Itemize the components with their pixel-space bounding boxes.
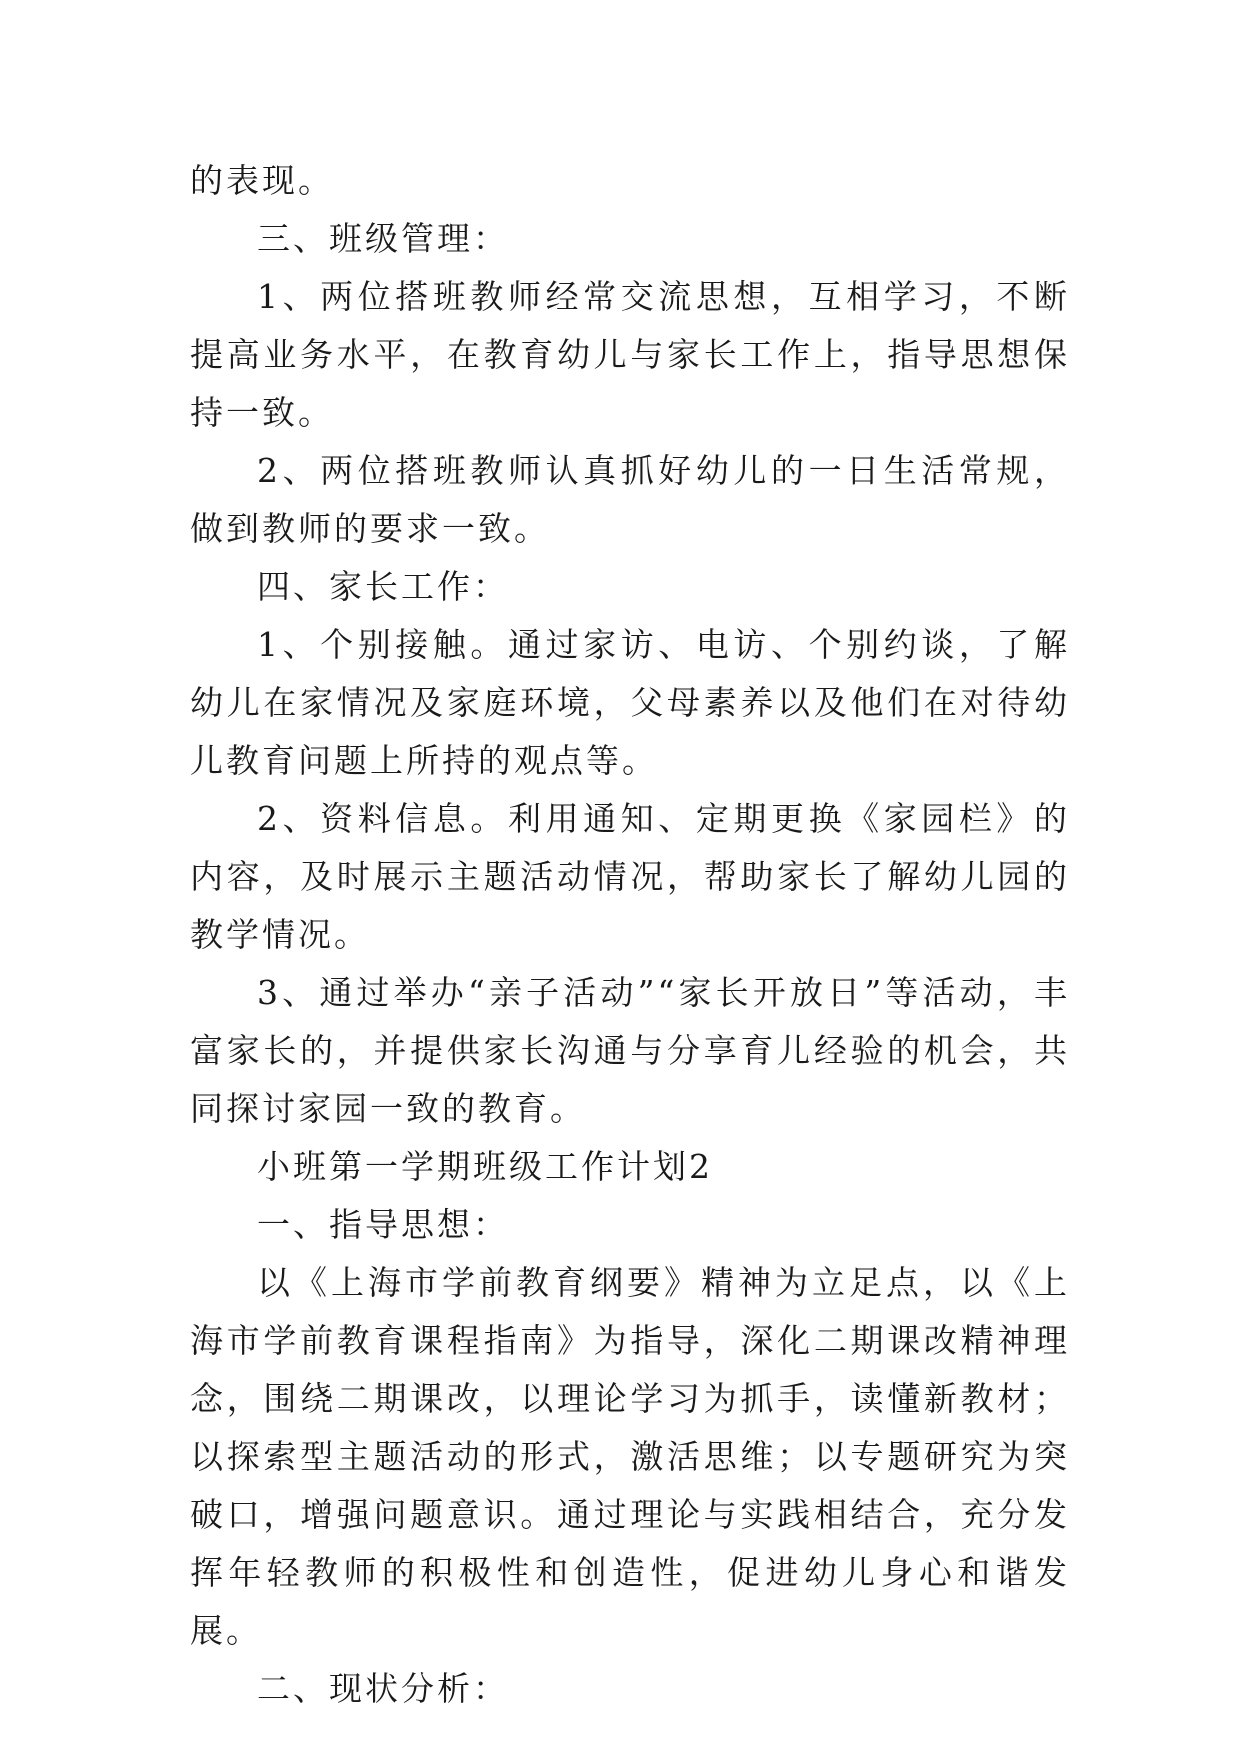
paragraph: 2、资料信息。利用通知、定期更换《家园栏》的内容，及时展示主题活动情况，帮助家长了解幼儿园的教学情况。 <box>190 799 1070 954</box>
paragraph: 以《上海市学前教育纲要》精神为立足点，以《上海市学前教育课程指南》为指导，深化二期课改精神理念，围绕二期课改，以理论学习为抓手，读懂新教材；以探索型主题活动的形式，激活思维；以专题研究为突破口，增强问题意识。通过理论与实践相结合，充分发挥年轻教师的积极性和创造性，促进幼儿身心和谐发展。 <box>190 1263 1070 1650</box>
section-heading-guiding-ideology: 一、指导思想： <box>257 1205 509 1244</box>
paragraph: 1、个别接触。通过家访、电访、个别约谈，了解幼儿在家情况及家庭环境，父母素养以及他们在对待幼儿教育问题上所持的观点等。 <box>190 625 1070 780</box>
plan-title: 小班第一学期班级工作计划2 <box>257 1147 713 1186</box>
paragraph-continuation: 的表现。 <box>190 161 334 200</box>
paragraph: 2、两位搭班教师认真抓好幼儿的一日生活常规，做到教师的要求一致。 <box>190 451 1070 548</box>
paragraph: 3、通过举办“亲子活动”“家长开放日”等活动，丰富家长的，并提供家长沟通与分享育儿经验的机会，共同探讨家园一致的教育。 <box>190 973 1070 1128</box>
document-body <box>190 152 1070 1718</box>
section-heading-parent-work: 四、家长工作： <box>257 567 509 606</box>
section-heading-status-analysis: 二、现状分析： <box>257 1669 509 1708</box>
paragraph: 1、两位搭班教师经常交流思想，互相学习，不断提高业务水平，在教育幼儿与家长工作上，指导思想保持一致。 <box>190 277 1070 432</box>
section-heading-class-management: 三、班级管理： <box>257 219 509 258</box>
